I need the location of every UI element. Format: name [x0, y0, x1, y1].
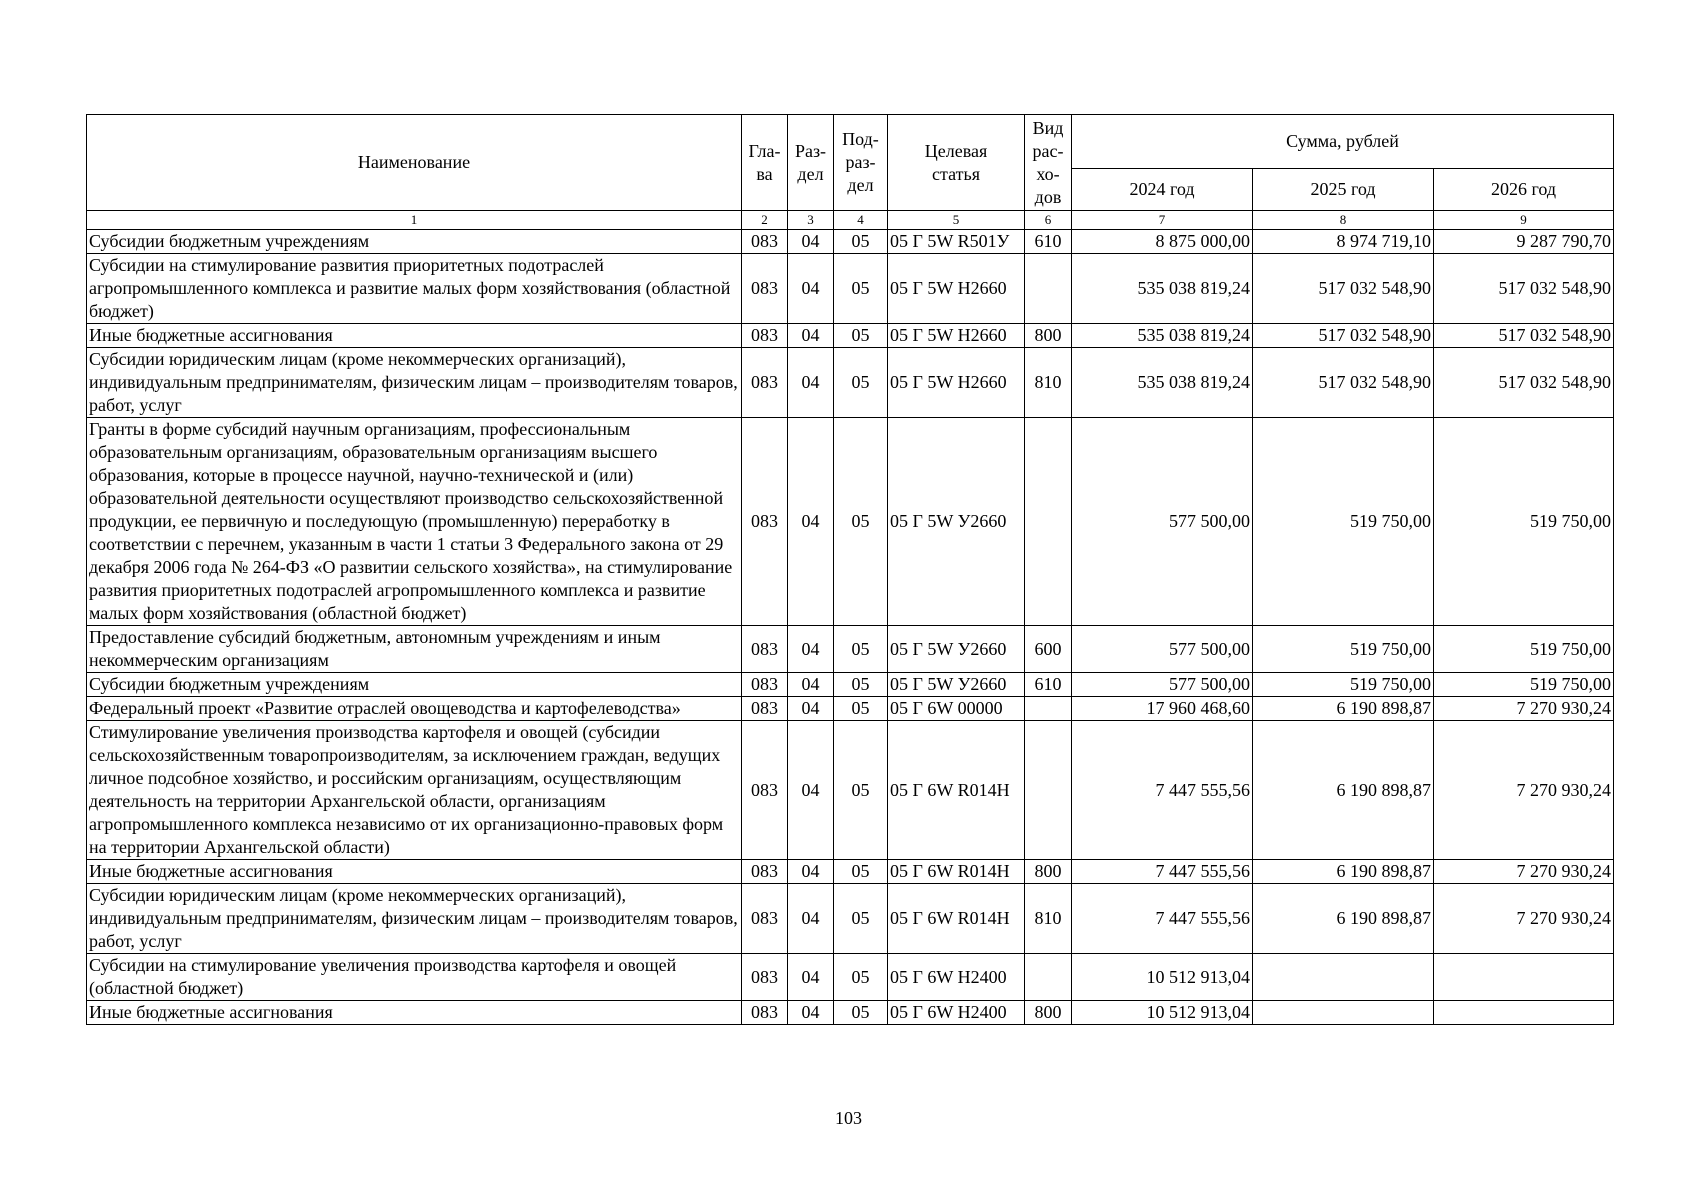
row-glava: 083 [742, 860, 788, 884]
row-vid: 800 [1025, 1001, 1072, 1025]
row-target: 05 Г 6W R014Н [888, 721, 1025, 860]
row-glava: 083 [742, 673, 788, 697]
row-name: Субсидии юридическим лицам (кроме некоммерческих организаций), индивидуальным предпринимателям, физическим лицам – производителям товаров, работ, услуг [87, 348, 742, 418]
table-row [87, 254, 1614, 324]
row-sum-2026: 519 750,00 [1434, 418, 1614, 626]
row-sum-2026: 519 750,00 [1434, 673, 1614, 697]
row-vid: 600 [1025, 626, 1072, 673]
column-number: 9 [1434, 211, 1614, 230]
column-number: 4 [834, 211, 888, 230]
row-podrazdel: 05 [834, 348, 888, 418]
header-vid-line: дов [1034, 186, 1062, 207]
header-year-2025: 2025 год [1253, 169, 1434, 211]
column-number: 5 [888, 211, 1025, 230]
row-podrazdel: 05 [834, 721, 888, 860]
row-vid [1025, 418, 1072, 626]
table-row [87, 1001, 1614, 1025]
table-row [87, 324, 1614, 348]
table-header [87, 115, 1614, 230]
header-tselevaya-line: статья [932, 163, 980, 184]
row-podrazdel: 05 [834, 418, 888, 626]
row-sum-2026: 517 032 548,90 [1434, 254, 1614, 324]
row-razdel: 04 [788, 697, 834, 721]
row-sum-2025: 6 190 898,87 [1253, 884, 1434, 954]
row-glava: 083 [742, 884, 788, 954]
table-row [87, 721, 1614, 860]
row-glava: 083 [742, 324, 788, 348]
row-sum-2025: 519 750,00 [1253, 418, 1434, 626]
header-podrazdel [834, 115, 888, 211]
row-vid: 610 [1025, 673, 1072, 697]
row-glava: 083 [742, 721, 788, 860]
row-vid [1025, 721, 1072, 860]
header-name: Наименование [87, 115, 742, 211]
row-razdel: 04 [788, 721, 834, 860]
row-sum-2026 [1434, 1001, 1614, 1025]
row-razdel: 04 [788, 348, 834, 418]
header-tselevaya-line: Целевая [924, 140, 988, 161]
header-razdel-line: Раз- [794, 140, 827, 161]
row-razdel: 04 [788, 230, 834, 254]
row-podrazdel: 05 [834, 697, 888, 721]
row-sum-2026: 7 270 930,24 [1434, 721, 1614, 860]
table-row [87, 884, 1614, 954]
row-target: 05 Г 5W Н2660 [888, 254, 1025, 324]
row-vid: 800 [1025, 860, 1072, 884]
row-vid: 810 [1025, 884, 1072, 954]
header-vid-line: рас- [1032, 140, 1064, 161]
header-vid-line: Вид [1032, 117, 1064, 138]
header-razdel [788, 115, 834, 211]
row-sum-2026: 517 032 548,90 [1434, 348, 1614, 418]
row-sum-2024: 10 512 913,04 [1072, 1001, 1253, 1025]
row-podrazdel: 05 [834, 626, 888, 673]
row-name: Субсидии на стимулирование увеличения производства картофеля и овощей (областной бюджет) [87, 954, 742, 1001]
row-podrazdel: 05 [834, 673, 888, 697]
row-glava: 083 [742, 348, 788, 418]
header-vid [1025, 115, 1072, 211]
column-numbers-row [87, 211, 1614, 230]
row-sum-2025: 519 750,00 [1253, 673, 1434, 697]
row-sum-2026: 519 750,00 [1434, 626, 1614, 673]
page-number: 103 [835, 1108, 862, 1128]
row-sum-2024: 535 038 819,24 [1072, 254, 1253, 324]
row-target: 05 Г 5W У2660 [888, 418, 1025, 626]
table-row [87, 626, 1614, 673]
row-podrazdel: 05 [834, 954, 888, 1001]
row-razdel: 04 [788, 884, 834, 954]
row-podrazdel: 05 [834, 230, 888, 254]
row-vid [1025, 954, 1072, 1001]
row-name: Субсидии бюджетным учреждениям [87, 230, 742, 254]
row-target: 05 Г 5W У2660 [888, 626, 1025, 673]
header-tselevaya [888, 115, 1025, 211]
column-number: 1 [87, 211, 742, 230]
row-sum-2026: 517 032 548,90 [1434, 324, 1614, 348]
row-sum-2025: 6 190 898,87 [1253, 721, 1434, 860]
row-podrazdel: 05 [834, 324, 888, 348]
row-sum-2024: 577 500,00 [1072, 673, 1253, 697]
row-sum-2024: 8 875 000,00 [1072, 230, 1253, 254]
row-target: 05 Г 6W R014Н [888, 860, 1025, 884]
row-sum-2024: 17 960 468,60 [1072, 697, 1253, 721]
row-sum-2024: 535 038 819,24 [1072, 324, 1253, 348]
row-sum-2025: 519 750,00 [1253, 626, 1434, 673]
column-number: 2 [742, 211, 788, 230]
row-name: Иные бюджетные ассигнования [87, 1001, 742, 1025]
row-name: Субсидии бюджетным учреждениям [87, 673, 742, 697]
row-glava: 083 [742, 254, 788, 324]
header-vid-line: хо- [1036, 163, 1060, 184]
table-row [87, 860, 1614, 884]
row-target: 05 Г 5W Н2660 [888, 324, 1025, 348]
row-name: Иные бюджетные ассигнования [87, 860, 742, 884]
row-podrazdel: 05 [834, 884, 888, 954]
row-target: 05 Г 5W R501У [888, 230, 1025, 254]
row-sum-2024: 7 447 555,56 [1072, 884, 1253, 954]
row-razdel: 04 [788, 673, 834, 697]
row-target: 05 Г 6W 00000 [888, 697, 1025, 721]
row-sum-2026: 7 270 930,24 [1434, 860, 1614, 884]
row-razdel: 04 [788, 1001, 834, 1025]
row-podrazdel: 05 [834, 860, 888, 884]
row-sum-2024: 577 500,00 [1072, 626, 1253, 673]
row-sum-2024: 10 512 913,04 [1072, 954, 1253, 1001]
table-row [87, 348, 1614, 418]
row-sum-2025: 517 032 548,90 [1253, 348, 1434, 418]
row-target: 05 Г 6W Н2400 [888, 954, 1025, 1001]
row-vid: 610 [1025, 230, 1072, 254]
row-razdel: 04 [788, 954, 834, 1001]
header-glava-line: ва [756, 163, 773, 184]
row-sum-2025: 517 032 548,90 [1253, 324, 1434, 348]
row-name: Субсидии юридическим лицам (кроме некоммерческих организаций), индивидуальным предпринимателям, физическим лицам – производителям товаров, работ, услуг [87, 884, 742, 954]
row-sum-2024: 577 500,00 [1072, 418, 1253, 626]
table-body [87, 230, 1614, 1025]
table-row [87, 697, 1614, 721]
header-year-2026: 2026 год [1434, 169, 1614, 211]
row-sum-2025: 8 974 719,10 [1253, 230, 1434, 254]
row-sum-2025 [1253, 1001, 1434, 1025]
header-year-2024: 2024 год [1072, 169, 1253, 211]
row-glava: 083 [742, 1001, 788, 1025]
header-podrazdel-line: дел [847, 175, 874, 195]
row-name: Стимулирование увеличения производства картофеля и овощей (субсидии сельскохозяйственным товаропроизводителям, за исключением граждан, ведущих личное подсобное хозяйство, и российским организациям, осуществляющим деятельность на территории Архангельской области, организациям агропромышленного комплекса независимо от их организационно-правовых форм на территории Архангельской области) [87, 721, 742, 860]
row-glava: 083 [742, 626, 788, 673]
table-row [87, 230, 1614, 254]
row-sum-2024: 7 447 555,56 [1072, 721, 1253, 860]
row-sum-2026 [1434, 954, 1614, 1001]
row-glava: 083 [742, 697, 788, 721]
table-row [87, 418, 1614, 626]
row-vid: 800 [1025, 324, 1072, 348]
table-row [87, 673, 1614, 697]
row-razdel: 04 [788, 418, 834, 626]
row-razdel: 04 [788, 254, 834, 324]
row-sum-2025 [1253, 954, 1434, 1001]
row-vid [1025, 697, 1072, 721]
column-number: 6 [1025, 211, 1072, 230]
table-row [87, 954, 1614, 1001]
row-sum-2025: 517 032 548,90 [1253, 254, 1434, 324]
row-vid: 810 [1025, 348, 1072, 418]
column-number: 3 [788, 211, 834, 230]
row-target: 05 Г 5W Н2660 [888, 348, 1025, 418]
column-number: 8 [1253, 211, 1434, 230]
row-name: Иные бюджетные ассигнования [87, 324, 742, 348]
row-glava: 083 [742, 954, 788, 1001]
row-podrazdel: 05 [834, 254, 888, 324]
header-podrazdel-line: раз- [845, 152, 876, 172]
row-name: Федеральный проект «Развитие отраслей овощеводства и картофелеводства» [87, 697, 742, 721]
row-razdel: 04 [788, 324, 834, 348]
row-sum-2026: 7 270 930,24 [1434, 697, 1614, 721]
column-number: 7 [1072, 211, 1253, 230]
row-razdel: 04 [788, 626, 834, 673]
row-name: Предоставление субсидий бюджетным, автономным учреждениям и иным некоммерческим организациям [87, 626, 742, 673]
row-name: Гранты в форме субсидий научным организациям, профессиональным образовательным организациям, образовательным организациям высшего образования, которые в процессе научной, научно-технической и (или) образовательной деятельности осуществляют производство сельскохозяйственной продукции, ее первичную и последующую (промышленную) переработку в соответствии с перечнем, указанным в части 1 статьи 3 Федерального закона от 29 декабря 2006 года № 264-ФЗ «О развитии сельского хозяйства», на стимулирование развития приоритетных подотраслей агропромышленного комплекса и развитие малых форм хозяйствования (областной бюджет) [87, 418, 742, 626]
row-sum-2024: 535 038 819,24 [1072, 348, 1253, 418]
row-sum-2026: 7 270 930,24 [1434, 884, 1614, 954]
row-sum-2026: 9 287 790,70 [1434, 230, 1614, 254]
row-razdel: 04 [788, 860, 834, 884]
row-target: 05 Г 6W Н2400 [888, 1001, 1025, 1025]
row-glava: 083 [742, 230, 788, 254]
budget-table [86, 114, 1614, 1025]
row-target: 05 Г 6W R014Н [888, 884, 1025, 954]
row-vid [1025, 254, 1072, 324]
header-glava-line: Гла- [748, 140, 781, 161]
header-summa: Сумма, рублей [1072, 115, 1614, 169]
header-razdel-line: дел [797, 163, 824, 184]
header-podrazdel-line: Под- [842, 129, 879, 149]
row-sum-2025: 6 190 898,87 [1253, 697, 1434, 721]
row-sum-2025: 6 190 898,87 [1253, 860, 1434, 884]
row-sum-2024: 7 447 555,56 [1072, 860, 1253, 884]
header-glava [742, 115, 788, 211]
row-name: Субсидии на стимулирование развития приоритетных подотраслей агропромышленного комплекса и развитие малых форм хозяйствования (областной бюджет) [87, 254, 742, 324]
row-podrazdel: 05 [834, 1001, 888, 1025]
row-target: 05 Г 5W У2660 [888, 673, 1025, 697]
row-glava: 083 [742, 418, 788, 626]
